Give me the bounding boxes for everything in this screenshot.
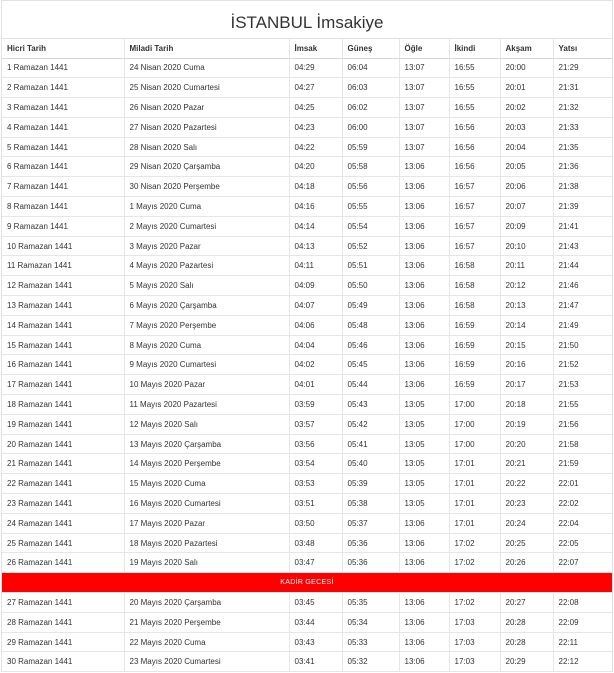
yatsi-cell: 21:38	[553, 177, 612, 197]
aksam-cell: 20:24	[500, 513, 553, 533]
miladi-date-cell: 8 Mayıs 2020 Cuma	[124, 335, 289, 355]
gunes-cell: 05:34	[342, 612, 399, 632]
aksam-cell: 20:26	[500, 553, 553, 573]
imsakiye-panel	[1, 0, 613, 672]
yatsi-cell: 22:12	[553, 652, 612, 672]
imsak-cell: 04:16	[289, 197, 342, 217]
table-row	[2, 632, 612, 652]
hicri-date-cell: 23 Ramazan 1441	[2, 494, 124, 514]
table-row	[2, 58, 612, 78]
miladi-date-cell: 13 Mayıs 2020 Çarşamba	[124, 434, 289, 454]
aksam-cell: 20:21	[500, 454, 553, 474]
miladi-date-cell: 19 Mayıs 2020 Salı	[124, 553, 289, 573]
hicri-date-cell: 22 Ramazan 1441	[2, 474, 124, 494]
ikindi-cell: 16:59	[449, 375, 500, 395]
ikindi-cell: 16:56	[449, 157, 500, 177]
ogle-cell: 13:06	[399, 256, 449, 276]
aksam-cell: 20:16	[500, 355, 553, 375]
ogle-cell: 13:05	[399, 474, 449, 494]
yatsi-cell: 21:41	[553, 216, 612, 236]
ikindi-cell: 17:00	[449, 434, 500, 454]
table-row	[2, 494, 612, 514]
table-row	[2, 335, 612, 355]
aksam-cell: 20:11	[500, 256, 553, 276]
imsak-cell: 03:43	[289, 632, 342, 652]
imsak-cell: 04:02	[289, 355, 342, 375]
miladi-date-cell: 9 Mayıs 2020 Cumartesi	[124, 355, 289, 375]
ogle-cell: 13:06	[399, 197, 449, 217]
imsak-cell: 04:23	[289, 117, 342, 137]
miladi-date-cell: 22 Mayıs 2020 Cuma	[124, 632, 289, 652]
miladi-date-cell: 23 Mayıs 2020 Cumartesi	[124, 652, 289, 672]
ogle-cell: 13:07	[399, 78, 449, 98]
hicri-date-cell: 4 Ramazan 1441	[2, 117, 124, 137]
aksam-cell: 20:03	[500, 117, 553, 137]
column-header-aksam: Akşam	[500, 39, 553, 58]
miladi-date-cell: 27 Nisan 2020 Pazartesi	[124, 117, 289, 137]
hicri-date-cell: 28 Ramazan 1441	[2, 612, 124, 632]
hicri-date-cell: 14 Ramazan 1441	[2, 315, 124, 335]
gunes-cell: 05:59	[342, 137, 399, 157]
ikindi-cell: 17:03	[449, 632, 500, 652]
gunes-cell: 05:35	[342, 593, 399, 613]
imsak-cell: 03:47	[289, 553, 342, 573]
aksam-cell: 20:27	[500, 593, 553, 613]
ogle-cell: 13:06	[399, 513, 449, 533]
ogle-cell: 13:06	[399, 553, 449, 573]
ogle-cell: 13:06	[399, 177, 449, 197]
prayer-times-table	[2, 39, 612, 672]
hicri-date-cell: 8 Ramazan 1441	[2, 197, 124, 217]
aksam-cell: 20:17	[500, 375, 553, 395]
imsak-cell: 04:04	[289, 335, 342, 355]
table-row	[2, 395, 612, 415]
aksam-cell: 20:14	[500, 315, 553, 335]
miladi-date-cell: 21 Mayıs 2020 Perşembe	[124, 612, 289, 632]
imsak-cell: 04:06	[289, 315, 342, 335]
ikindi-cell: 17:02	[449, 533, 500, 553]
ogle-cell: 13:05	[399, 414, 449, 434]
ikindi-cell: 17:02	[449, 593, 500, 613]
ogle-cell: 13:05	[399, 494, 449, 514]
yatsi-cell: 22:01	[553, 474, 612, 494]
ogle-cell: 13:06	[399, 612, 449, 632]
yatsi-cell: 21:29	[553, 58, 612, 78]
aksam-cell: 20:06	[500, 177, 553, 197]
miladi-date-cell: 3 Mayıs 2020 Pazar	[124, 236, 289, 256]
ikindi-cell: 16:58	[449, 256, 500, 276]
table-row	[2, 157, 612, 177]
ikindi-cell: 16:55	[449, 78, 500, 98]
ikindi-cell: 16:57	[449, 236, 500, 256]
hicri-date-cell: 6 Ramazan 1441	[2, 157, 124, 177]
yatsi-cell: 22:04	[553, 513, 612, 533]
miladi-date-cell: 6 Mayıs 2020 Çarşamba	[124, 296, 289, 316]
imsak-cell: 04:07	[289, 296, 342, 316]
yatsi-cell: 21:52	[553, 355, 612, 375]
aksam-cell: 20:29	[500, 652, 553, 672]
imsak-cell: 03:59	[289, 395, 342, 415]
yatsi-cell: 22:02	[553, 494, 612, 514]
yatsi-cell: 21:32	[553, 98, 612, 118]
yatsi-cell: 21:58	[553, 434, 612, 454]
hicri-date-cell: 17 Ramazan 1441	[2, 375, 124, 395]
ikindi-cell: 17:01	[449, 454, 500, 474]
ogle-cell: 13:06	[399, 216, 449, 236]
gunes-cell: 05:36	[342, 533, 399, 553]
ogle-cell: 13:06	[399, 276, 449, 296]
gunes-cell: 05:39	[342, 474, 399, 494]
imsak-cell: 04:22	[289, 137, 342, 157]
aksam-cell: 20:28	[500, 632, 553, 652]
column-header-yatsi: Yatsı	[553, 39, 612, 58]
imsak-cell: 04:01	[289, 375, 342, 395]
imsak-cell: 04:27	[289, 78, 342, 98]
aksam-cell: 20:13	[500, 296, 553, 316]
yatsi-cell: 21:44	[553, 256, 612, 276]
gunes-cell: 06:00	[342, 117, 399, 137]
gunes-cell: 05:50	[342, 276, 399, 296]
table-row	[2, 177, 612, 197]
aksam-cell: 20:05	[500, 157, 553, 177]
miladi-date-cell: 11 Mayıs 2020 Pazartesi	[124, 395, 289, 415]
hicri-date-cell: 7 Ramazan 1441	[2, 177, 124, 197]
aksam-cell: 20:04	[500, 137, 553, 157]
ikindi-cell: 16:57	[449, 177, 500, 197]
hicri-date-cell: 16 Ramazan 1441	[2, 355, 124, 375]
column-header-hicri: Hicri Tarih	[2, 39, 124, 58]
ogle-cell: 13:06	[399, 157, 449, 177]
imsak-cell: 03:53	[289, 474, 342, 494]
aksam-cell: 20:23	[500, 494, 553, 514]
table-row	[2, 612, 612, 632]
ogle-cell: 13:07	[399, 98, 449, 118]
ogle-cell: 13:06	[399, 335, 449, 355]
miladi-date-cell: 4 Mayıs 2020 Pazartesi	[124, 256, 289, 276]
hicri-date-cell: 21 Ramazan 1441	[2, 454, 124, 474]
table-row	[2, 98, 612, 118]
ikindi-cell: 16:57	[449, 197, 500, 217]
ogle-cell: 13:06	[399, 533, 449, 553]
miladi-date-cell: 25 Nisan 2020 Cumartesi	[124, 78, 289, 98]
miladi-date-cell: 10 Mayıs 2020 Pazar	[124, 375, 289, 395]
hicri-date-cell: 19 Ramazan 1441	[2, 414, 124, 434]
ikindi-cell: 16:58	[449, 296, 500, 316]
gunes-cell: 05:45	[342, 355, 399, 375]
gunes-cell: 06:04	[342, 58, 399, 78]
miladi-date-cell: 28 Nisan 2020 Salı	[124, 137, 289, 157]
ikindi-cell: 16:58	[449, 276, 500, 296]
gunes-cell: 05:40	[342, 454, 399, 474]
hicri-date-cell: 27 Ramazan 1441	[2, 593, 124, 613]
gunes-cell: 05:38	[342, 494, 399, 514]
ogle-cell: 13:07	[399, 117, 449, 137]
yatsi-cell: 21:55	[553, 395, 612, 415]
column-header-ogle: Öğle	[399, 39, 449, 58]
hicri-date-cell: 18 Ramazan 1441	[2, 395, 124, 415]
ikindi-cell: 17:00	[449, 395, 500, 415]
miladi-date-cell: 18 Mayıs 2020 Pazartesi	[124, 533, 289, 553]
table-row	[2, 236, 612, 256]
gunes-cell: 05:32	[342, 652, 399, 672]
table-body	[2, 58, 612, 672]
kadir-gecesi-row	[2, 573, 612, 593]
yatsi-cell: 22:11	[553, 632, 612, 652]
gunes-cell: 05:46	[342, 335, 399, 355]
table-row	[2, 593, 612, 613]
gunes-cell: 05:51	[342, 256, 399, 276]
imsak-cell: 04:09	[289, 276, 342, 296]
yatsi-cell: 21:59	[553, 454, 612, 474]
gunes-cell: 05:52	[342, 236, 399, 256]
table-row	[2, 652, 612, 672]
imsak-cell: 03:45	[289, 593, 342, 613]
gunes-cell: 05:56	[342, 177, 399, 197]
table-row	[2, 117, 612, 137]
ikindi-cell: 17:01	[449, 494, 500, 514]
ikindi-cell: 16:55	[449, 98, 500, 118]
table-row	[2, 197, 612, 217]
yatsi-cell: 21:35	[553, 137, 612, 157]
miladi-date-cell: 2 Mayıs 2020 Cumartesi	[124, 216, 289, 236]
table-header-row	[2, 39, 612, 58]
miladi-date-cell: 12 Mayıs 2020 Salı	[124, 414, 289, 434]
yatsi-cell: 21:43	[553, 236, 612, 256]
aksam-cell: 20:10	[500, 236, 553, 256]
miladi-date-cell: 14 Mayıs 2020 Perşembe	[124, 454, 289, 474]
yatsi-cell: 21:39	[553, 197, 612, 217]
ogle-cell: 13:07	[399, 137, 449, 157]
column-header-gunes: Güneş	[342, 39, 399, 58]
table-row	[2, 553, 612, 573]
gunes-cell: 05:48	[342, 315, 399, 335]
miladi-date-cell: 1 Mayıs 2020 Cuma	[124, 197, 289, 217]
imsak-cell: 03:56	[289, 434, 342, 454]
table-row	[2, 78, 612, 98]
hicri-date-cell: 13 Ramazan 1441	[2, 296, 124, 316]
table-row	[2, 513, 612, 533]
table-row	[2, 533, 612, 553]
miladi-date-cell: 29 Nisan 2020 Çarşamba	[124, 157, 289, 177]
aksam-cell: 20:00	[500, 58, 553, 78]
imsak-cell: 04:18	[289, 177, 342, 197]
imsak-cell: 04:25	[289, 98, 342, 118]
hicri-date-cell: 5 Ramazan 1441	[2, 137, 124, 157]
miladi-date-cell: 17 Mayıs 2020 Pazar	[124, 513, 289, 533]
ikindi-cell: 17:01	[449, 474, 500, 494]
yatsi-cell: 22:08	[553, 593, 612, 613]
imsak-cell: 04:13	[289, 236, 342, 256]
ogle-cell: 13:07	[399, 58, 449, 78]
hicri-date-cell: 2 Ramazan 1441	[2, 78, 124, 98]
ikindi-cell: 16:59	[449, 335, 500, 355]
ogle-cell: 13:06	[399, 296, 449, 316]
table-row	[2, 216, 612, 236]
yatsi-cell: 22:05	[553, 533, 612, 553]
yatsi-cell: 21:56	[553, 414, 612, 434]
imsak-cell: 03:48	[289, 533, 342, 553]
ogle-cell: 13:05	[399, 395, 449, 415]
ikindi-cell: 17:03	[449, 652, 500, 672]
hicri-date-cell: 29 Ramazan 1441	[2, 632, 124, 652]
table-row	[2, 454, 612, 474]
miladi-date-cell: 5 Mayıs 2020 Salı	[124, 276, 289, 296]
miladi-date-cell: 16 Mayıs 2020 Cumartesi	[124, 494, 289, 514]
yatsi-cell: 21:53	[553, 375, 612, 395]
aksam-cell: 20:02	[500, 98, 553, 118]
ogle-cell: 13:06	[399, 315, 449, 335]
imsak-cell: 04:11	[289, 256, 342, 276]
yatsi-cell: 21:46	[553, 276, 612, 296]
table-row	[2, 256, 612, 276]
miladi-date-cell: 24 Nisan 2020 Cuma	[124, 58, 289, 78]
gunes-cell: 05:36	[342, 553, 399, 573]
aksam-cell: 20:25	[500, 533, 553, 553]
yatsi-cell: 21:33	[553, 117, 612, 137]
imsak-cell: 03:44	[289, 612, 342, 632]
yatsi-cell: 21:36	[553, 157, 612, 177]
gunes-cell: 05:54	[342, 216, 399, 236]
hicri-date-cell: 10 Ramazan 1441	[2, 236, 124, 256]
hicri-date-cell: 9 Ramazan 1441	[2, 216, 124, 236]
imsak-cell: 04:29	[289, 58, 342, 78]
ogle-cell: 13:05	[399, 454, 449, 474]
kadir-gecesi-label: KADİR GECESİ	[2, 573, 612, 593]
ikindi-cell: 17:01	[449, 513, 500, 533]
miladi-date-cell: 26 Nisan 2020 Pazar	[124, 98, 289, 118]
ikindi-cell: 16:59	[449, 315, 500, 335]
ogle-cell: 13:06	[399, 632, 449, 652]
hicri-date-cell: 30 Ramazan 1441	[2, 652, 124, 672]
gunes-cell: 05:41	[342, 434, 399, 454]
gunes-cell: 05:37	[342, 513, 399, 533]
aksam-cell: 20:22	[500, 474, 553, 494]
aksam-cell: 20:28	[500, 612, 553, 632]
hicri-date-cell: 25 Ramazan 1441	[2, 533, 124, 553]
ogle-cell: 13:06	[399, 236, 449, 256]
aksam-cell: 20:18	[500, 395, 553, 415]
page-title: İSTANBUL İmsakiye	[2, 0, 612, 39]
column-header-miladi: Miladi Tarih	[124, 39, 289, 58]
ogle-cell: 13:06	[399, 593, 449, 613]
table-row	[2, 474, 612, 494]
yatsi-cell: 21:49	[553, 315, 612, 335]
gunes-cell: 05:33	[342, 632, 399, 652]
ikindi-cell: 16:57	[449, 216, 500, 236]
gunes-cell: 05:44	[342, 375, 399, 395]
column-header-ikindi: İkindi	[449, 39, 500, 58]
table-row	[2, 434, 612, 454]
ogle-cell: 13:06	[399, 375, 449, 395]
aksam-cell: 20:12	[500, 276, 553, 296]
ikindi-cell: 16:56	[449, 137, 500, 157]
yatsi-cell: 21:50	[553, 335, 612, 355]
ogle-cell: 13:05	[399, 434, 449, 454]
imsak-cell: 03:50	[289, 513, 342, 533]
gunes-cell: 05:43	[342, 395, 399, 415]
miladi-date-cell: 7 Mayıs 2020 Perşembe	[124, 315, 289, 335]
ikindi-cell: 16:59	[449, 355, 500, 375]
imsak-cell: 03:57	[289, 414, 342, 434]
aksam-cell: 20:01	[500, 78, 553, 98]
gunes-cell: 05:55	[342, 197, 399, 217]
aksam-cell: 20:20	[500, 434, 553, 454]
gunes-cell: 06:02	[342, 98, 399, 118]
table-row	[2, 414, 612, 434]
table-row	[2, 137, 612, 157]
hicri-date-cell: 3 Ramazan 1441	[2, 98, 124, 118]
yatsi-cell: 22:07	[553, 553, 612, 573]
gunes-cell: 05:58	[342, 157, 399, 177]
ikindi-cell: 17:02	[449, 553, 500, 573]
hicri-date-cell: 24 Ramazan 1441	[2, 513, 124, 533]
aksam-cell: 20:15	[500, 335, 553, 355]
gunes-cell: 05:42	[342, 414, 399, 434]
miladi-date-cell: 30 Nisan 2020 Perşembe	[124, 177, 289, 197]
table-row	[2, 315, 612, 335]
ogle-cell: 13:06	[399, 355, 449, 375]
miladi-date-cell: 20 Mayıs 2020 Çarşamba	[124, 593, 289, 613]
hicri-date-cell: 12 Ramazan 1441	[2, 276, 124, 296]
ikindi-cell: 17:00	[449, 414, 500, 434]
aksam-cell: 20:19	[500, 414, 553, 434]
yatsi-cell: 22:09	[553, 612, 612, 632]
hicri-date-cell: 15 Ramazan 1441	[2, 335, 124, 355]
imsak-cell: 03:54	[289, 454, 342, 474]
imsak-cell: 03:51	[289, 494, 342, 514]
gunes-cell: 05:49	[342, 296, 399, 316]
gunes-cell: 06:03	[342, 78, 399, 98]
column-header-imsak: İmsak	[289, 39, 342, 58]
imsak-cell: 04:14	[289, 216, 342, 236]
ikindi-cell: 16:55	[449, 58, 500, 78]
table-row	[2, 355, 612, 375]
ikindi-cell: 16:56	[449, 117, 500, 137]
hicri-date-cell: 20 Ramazan 1441	[2, 434, 124, 454]
table-row	[2, 276, 612, 296]
imsak-cell: 03:41	[289, 652, 342, 672]
hicri-date-cell: 1 Ramazan 1441	[2, 58, 124, 78]
aksam-cell: 20:07	[500, 197, 553, 217]
hicri-date-cell: 11 Ramazan 1441	[2, 256, 124, 276]
miladi-date-cell: 15 Mayıs 2020 Cuma	[124, 474, 289, 494]
yatsi-cell: 21:31	[553, 78, 612, 98]
ogle-cell: 13:06	[399, 652, 449, 672]
aksam-cell: 20:09	[500, 216, 553, 236]
table-row	[2, 296, 612, 316]
imsak-cell: 04:20	[289, 157, 342, 177]
hicri-date-cell: 26 Ramazan 1441	[2, 553, 124, 573]
yatsi-cell: 21:47	[553, 296, 612, 316]
ikindi-cell: 17:03	[449, 612, 500, 632]
table-row	[2, 375, 612, 395]
